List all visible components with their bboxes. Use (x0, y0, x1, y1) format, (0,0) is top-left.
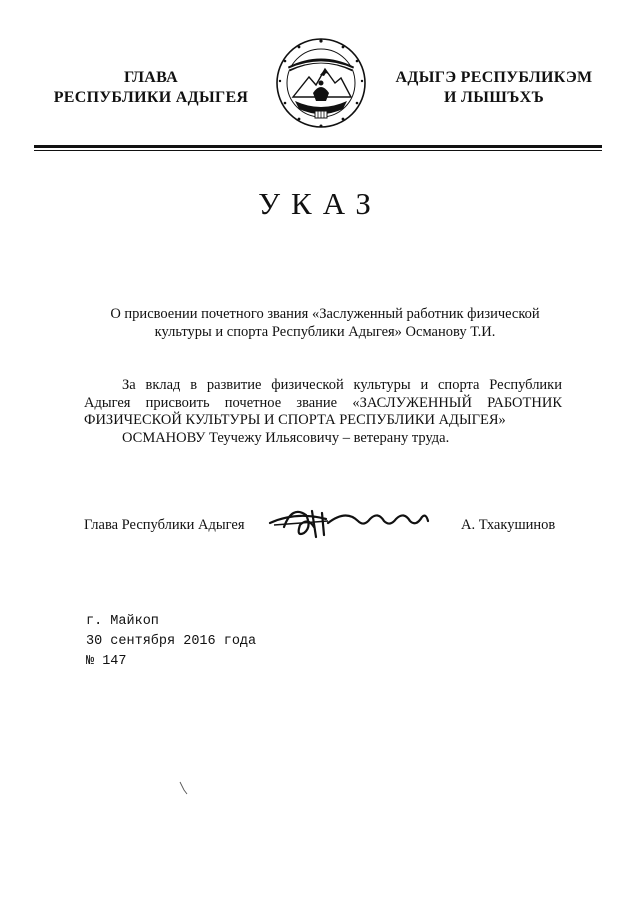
signatory-position: Глава Республики Адыгея (84, 517, 245, 533)
decree-body (84, 377, 562, 447)
header-divider (34, 145, 602, 148)
issuer-line-1: АДЫГЭ РЕСПУБЛИКЭМ (395, 69, 593, 86)
issuer-header-russian (36, 68, 266, 108)
coat-of-arms-icon (269, 31, 373, 135)
handwritten-signature (266, 497, 432, 545)
signatory-name: А. Тхакушинов (461, 517, 556, 533)
body-paragraph: За вклад в развитие физической культуры и спорта Республики Адыгея присвоить почетное звание «ЗАСЛУЖЕННЫЙ РАБОТНИК ФИЗИЧЕСКОЙ КУЛЬТУРЫ И СПОРТА РЕСПУБЛИКИ АДЫГЕЯ» (84, 377, 562, 428)
document-title: УКАЗ (258, 186, 382, 221)
issuer-header-adyghe (378, 68, 610, 108)
issuer-line-1: ГЛАВА (124, 69, 178, 86)
issue-city: г. Майкоп (86, 614, 159, 629)
decree-footer (86, 612, 256, 672)
decree-number: № 147 (86, 654, 127, 669)
subject-line-1: О присвоении почетного звания «Заслуженный работник физической (110, 306, 540, 322)
subject-line-2: культуры и спорта Республики Адыгея» Османову Т.И. (154, 324, 496, 340)
scan-mark (178, 780, 190, 796)
issuer-line-2: РЕСПУБЛИКИ АДЫГЕЯ (53, 89, 249, 106)
body-paragraph: ОСМАНОВУ Теучежу Ильясовичу – ветерану труда. (122, 429, 450, 446)
issuer-line-2: И ЛЫШЪХЪ (443, 89, 545, 106)
issue-date: 30 сентября 2016 года (86, 634, 257, 649)
header-divider-thin (34, 150, 602, 151)
decree-subject (90, 305, 560, 341)
